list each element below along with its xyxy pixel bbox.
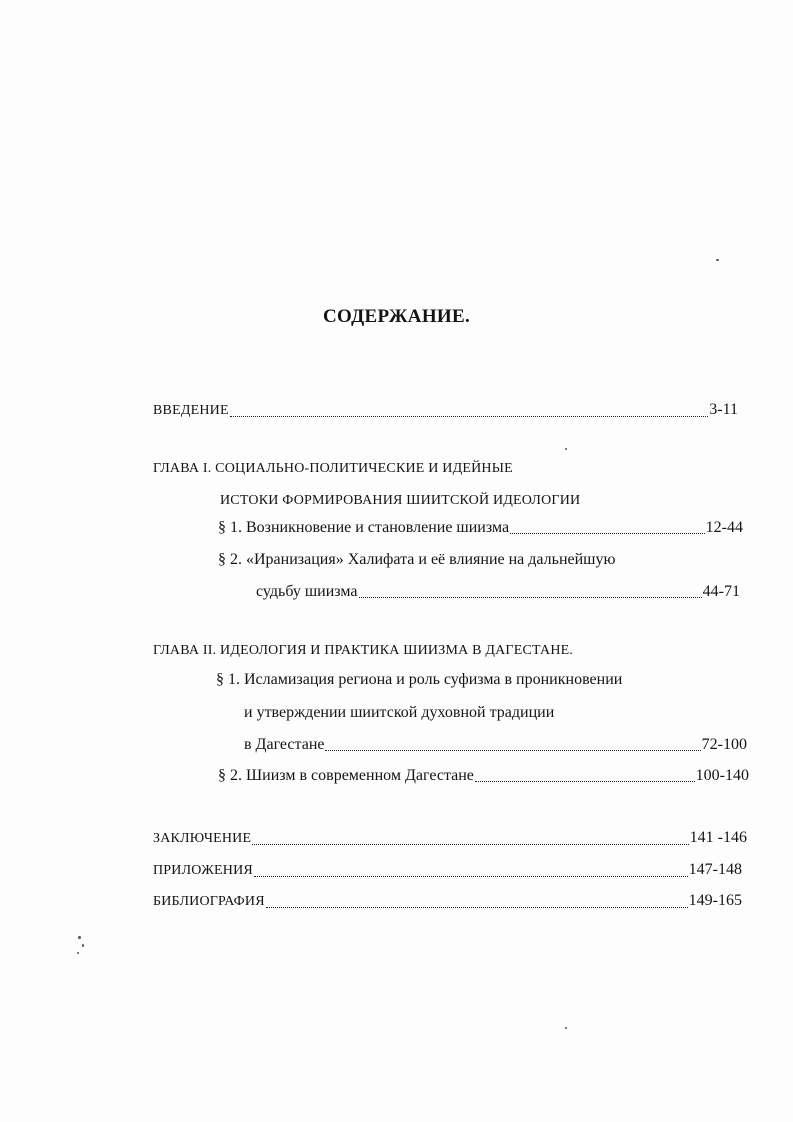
scan-speck (716, 259, 719, 261)
toc-label: в Дагестане (244, 736, 325, 753)
toc-entry-bibliography (153, 891, 742, 912)
dot-leader (359, 596, 702, 598)
toc-entry-ch1-sec2 (256, 582, 740, 602)
toc-page-range: 12-44 (705, 519, 743, 536)
toc-label: ЗАКЛЮЧЕНИЕ (153, 831, 252, 846)
toc-entry-appendices (153, 860, 742, 881)
toc-entry-ch2-sec2 (218, 766, 749, 786)
toc-label: БИБЛИОГРАФИЯ (153, 894, 265, 909)
dot-leader (475, 780, 695, 782)
dot-leader (510, 532, 705, 534)
toc-entry-ch2-sec1 (244, 735, 747, 755)
toc-entry-conclusion (153, 828, 747, 849)
scan-speck (78, 936, 81, 939)
dot-leader (266, 906, 688, 908)
chapter1-heading: ГЛАВА I. СОЦИАЛЬНО-ПОЛИТИЧЕСКИЕ И ИДЕЙНЫЕ (153, 461, 513, 476)
toc-entry-ch1-sec2-line1: § 2. «Иранизация» Халифата и её влияние на дальнейшую (218, 551, 616, 568)
scan-speck (565, 448, 567, 450)
chapter1-heading-line2: ИСТОКИ ФОРМИРОВАНИЯ ШИИТСКОЙ ИДЕОЛОГИИ (220, 493, 581, 508)
toc-page-range: 149-165 (688, 892, 742, 909)
toc-entry-ch2-sec1-line1: § 1. Исламизация региона и роль суфизма в проникновении (216, 671, 623, 688)
toc-label: § 1. Возникновение и становление шиизма (218, 519, 510, 536)
dot-leader (230, 415, 709, 417)
toc-page-range: 44-71 (702, 583, 740, 600)
scan-speck (77, 952, 79, 954)
toc-entry-ch2-sec1-line2: и утверждении шиитской духовной традиции (244, 704, 555, 721)
dot-leader (254, 875, 688, 877)
toc-label: § 2. Шиизм в современном Дагестане (218, 767, 474, 784)
toc-entry-intro (153, 400, 738, 421)
toc-page-range: 72-100 (701, 736, 747, 753)
dot-leader (325, 749, 700, 751)
scan-speck (82, 944, 84, 947)
dot-leader (252, 843, 688, 845)
toc-label: ПРИЛОЖЕНИЯ (153, 863, 253, 878)
toc-label: ВВЕДЕНИЕ (153, 403, 229, 418)
page-title: СОДЕРЖАНИЕ. (322, 306, 471, 327)
toc-page-range: 147-148 (688, 861, 742, 878)
toc-entry-ch1-sec1 (218, 518, 743, 538)
toc-page-range: 100-140 (695, 767, 749, 784)
toc-label: судьбу шиизма (256, 583, 358, 600)
toc-page-range: 3-11 (709, 401, 738, 418)
toc-page-range: 141 -146 (689, 829, 747, 846)
scan-speck (565, 1027, 567, 1029)
chapter2-heading: ГЛАВА II. ИДЕОЛОГИЯ И ПРАКТИКА ШИИЗМА В ДАГЕСТАНЕ. (153, 643, 574, 658)
